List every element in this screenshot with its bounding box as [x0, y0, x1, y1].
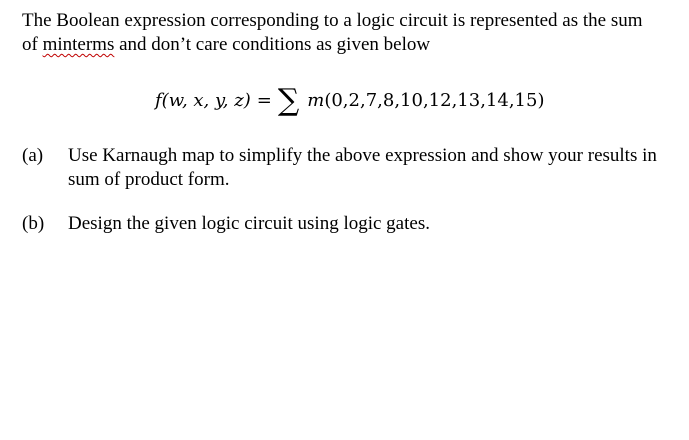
part-a-text: Use Karnaugh map to simplify the above expression and show your results in sum of product form.: [68, 145, 657, 190]
part-b-text: Design the given logic circuit using logic gates.: [68, 213, 430, 234]
equation-lhs: [155, 90, 251, 111]
summation-sigma: ∑: [277, 83, 300, 118]
intro-line-2-suffix: and don’t care conditions as given below: [114, 34, 431, 55]
intro-line-2-prefix: of: [22, 34, 43, 55]
equation-equals: =: [256, 89, 272, 111]
equation-function-args: (w, x, y, z): [161, 89, 251, 111]
minterm-list: (0,2,7,8,10,12,13,14,15): [324, 89, 545, 111]
minterm-symbol: m: [307, 89, 325, 111]
boolean-equation: [155, 80, 544, 120]
intro-line-1: The Boolean expression corresponding to a logic circuit is represented as the sum: [22, 10, 643, 31]
equation-function-name: f: [155, 89, 162, 111]
spellcheck-underlined-word: minterms: [42, 34, 115, 55]
part-a-label: (a): [22, 145, 44, 166]
intro-line-2: [22, 33, 682, 57]
part-b-label: (b): [22, 213, 45, 234]
problem-intro: [22, 9, 682, 57]
